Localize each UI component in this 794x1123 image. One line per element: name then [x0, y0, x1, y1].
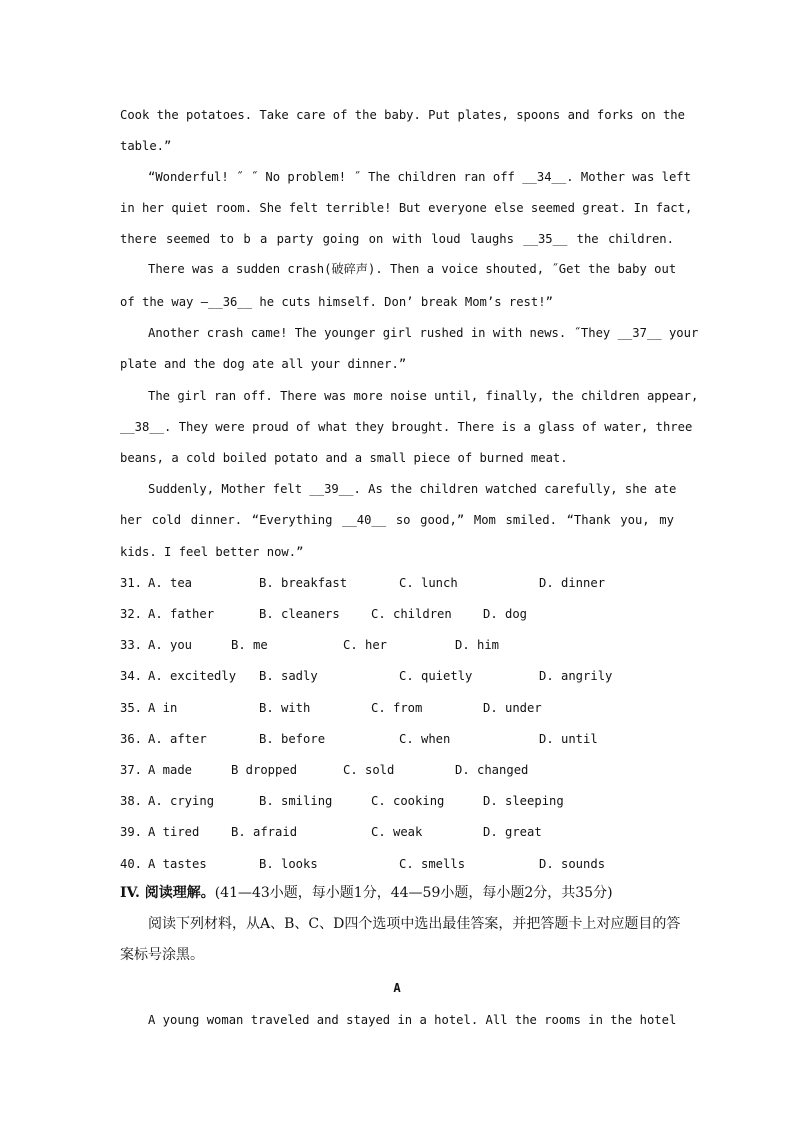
question-number: 33.: [120, 638, 143, 652]
question-number: 32.: [120, 607, 143, 621]
option-c: C. sold: [343, 763, 395, 777]
option-b: B. afraid: [231, 825, 298, 839]
option-a: A tastes: [148, 857, 207, 871]
question-number: 38.: [120, 794, 143, 808]
passage-line-13: Suddenly, Mother felt __39__. As the children watched carefully, she ate: [148, 482, 677, 496]
section-points: (41—43小题，每小题1分，44—59小题，每小题2分，共35分): [214, 885, 613, 901]
passage-line-6: There was a sudden crash(破碎声). Then a voice shouted, ˝Get the baby out: [148, 262, 677, 276]
passage-line-5: there seemed to b a party going on with loud laughs __35__ the children.: [120, 232, 674, 246]
option-d: D. until: [539, 732, 598, 746]
option-d: D. sounds: [539, 857, 606, 871]
section-instruction-line-2: 案标号涂黑。: [120, 947, 204, 963]
option-a: A. after: [148, 732, 207, 746]
passage-a-first-line: A young woman traveled and stayed in a hotel. All the rooms in the hotel: [148, 1013, 677, 1027]
passage-line-15: kids. I feel better now.”: [120, 545, 304, 559]
option-a: A. excitedly: [148, 669, 237, 683]
option-b: B dropped: [231, 763, 298, 777]
option-a: A made: [148, 763, 193, 777]
option-b: B. looks: [259, 857, 318, 871]
question-number: 34.: [120, 669, 143, 683]
option-b: B. smiling: [259, 794, 333, 808]
option-b: B. breakfast: [259, 576, 348, 590]
section-title: IV. 阅读理解。: [120, 885, 215, 901]
option-c: C. lunch: [399, 576, 458, 590]
option-a: A tired: [148, 825, 200, 839]
option-c: C. when: [399, 732, 451, 746]
option-a: A. crying: [148, 794, 215, 808]
option-c: C. her: [343, 638, 388, 652]
passage-label: A: [393, 981, 401, 995]
option-c: C. cooking: [371, 794, 445, 808]
question-number: 31.: [120, 576, 143, 590]
passage-line-11: __38__. They were proud of what they brought. There is a glass of water, three: [120, 420, 693, 434]
option-d: D. him: [455, 638, 500, 652]
option-d: D. under: [483, 701, 542, 715]
passage-line-1: Cook the potatoes. Take care of the baby. Put plates, spoons and forks on the: [120, 108, 685, 122]
passage-line-4: in her quiet room. She felt terrible! But everyone else seemed great. In fact,: [120, 201, 693, 215]
option-d: D. changed: [455, 763, 529, 777]
section-instruction-line-1: 阅读下列材料，从A、B、C、D四个选项中选出最佳答案，并把答题卡上对应题目的答: [148, 916, 681, 932]
question-number: 36.: [120, 732, 143, 746]
option-d: D. sleeping: [483, 794, 564, 808]
option-d: D. dog: [483, 607, 528, 621]
option-c: C. weak: [371, 825, 423, 839]
passage-line-3: “Wonderful! ˝ ˝ No problem! ˝ The children ran off __34__. Mother was left: [148, 170, 691, 184]
passage-line-7: of the way —__36__ he cuts himself. Don’ break Mom’s rest!”: [120, 295, 553, 309]
option-d: D. great: [483, 825, 542, 839]
option-a: A in: [148, 701, 178, 715]
option-b: B. before: [259, 732, 326, 746]
option-a: A. tea: [148, 576, 193, 590]
option-d: D. dinner: [539, 576, 606, 590]
question-number: 37.: [120, 763, 143, 777]
section-heading: [120, 884, 613, 902]
option-c: C. from: [371, 701, 423, 715]
passage-line-9: plate and the dog ate all your dinner.”: [120, 357, 407, 371]
option-c: C. smells: [399, 857, 466, 871]
passage-line-12: beans, a cold boiled potato and a small piece of burned meat.: [120, 451, 568, 465]
question-number: 40.: [120, 857, 143, 871]
option-b: B. me: [231, 638, 268, 652]
passage-line-10: The girl ran off. There was more noise until, finally, the children appear,: [148, 389, 699, 403]
option-b: B. with: [259, 701, 311, 715]
option-c: C. quietly: [399, 669, 473, 683]
option-a: A. father: [148, 607, 215, 621]
option-a: A. you: [148, 638, 193, 652]
option-c: C. children: [371, 607, 452, 621]
passage-line-2: table.”: [120, 139, 172, 153]
passage-line-14: her cold dinner. “Everything __40__ so good,” Mom smiled. “Thank you, my: [120, 513, 674, 527]
question-number: 35.: [120, 701, 143, 715]
passage-line-8: Another crash came! The younger girl rushed in with news. ˝They __37__ your: [148, 326, 699, 340]
question-number: 39.: [120, 825, 143, 839]
option-b: B. sadly: [259, 669, 318, 683]
option-d: D. angrily: [539, 669, 613, 683]
option-b: B. cleaners: [259, 607, 340, 621]
